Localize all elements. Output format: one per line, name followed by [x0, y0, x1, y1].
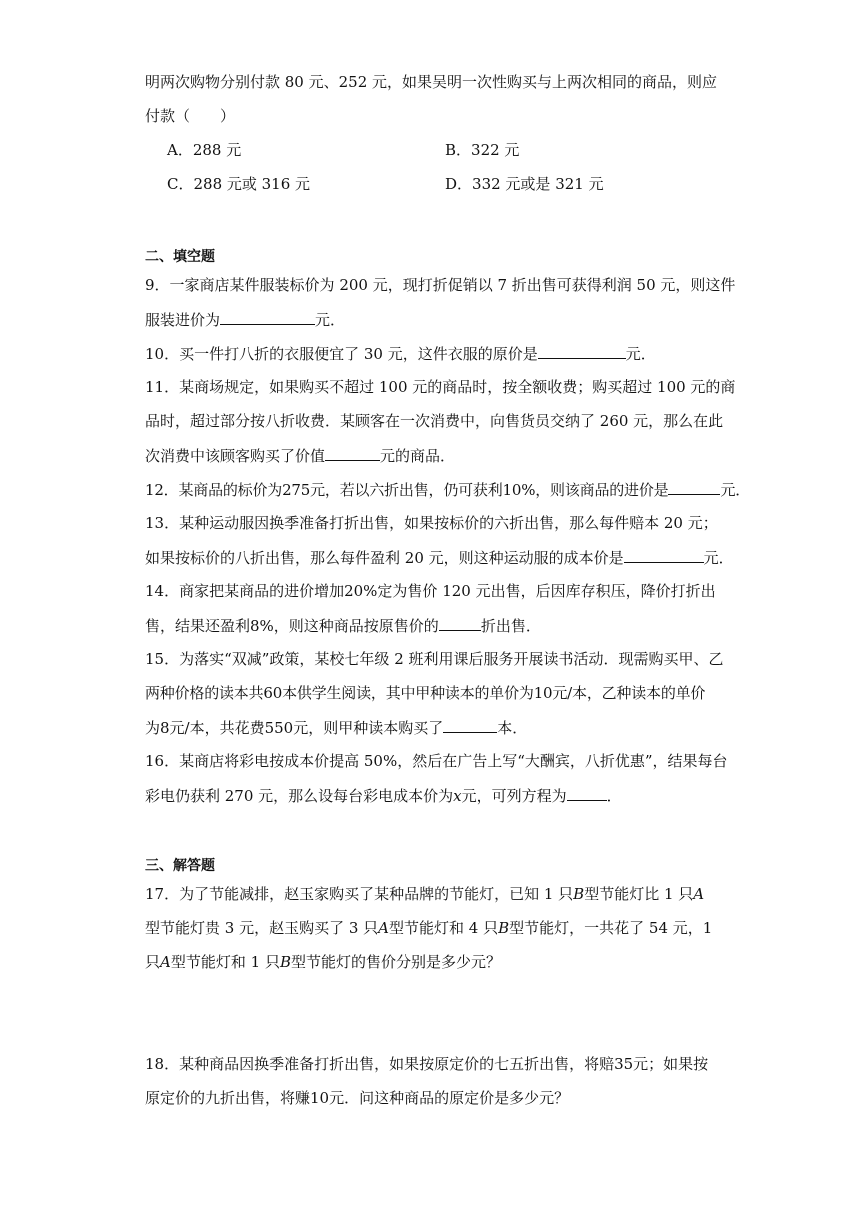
q17-line-3 [145, 952, 501, 972]
q15-line-1: 15．为落实“双减”政策，某校七年级 2 班利用课后服务开展读书活动．现需购买甲、乙 [145, 650, 724, 668]
q8-option-b: B．322 元 [445, 141, 520, 159]
q12-text-after-blank: 元． [720, 481, 751, 499]
q10-text-before-blank: 10．买一件打八折的衣服便宜了 30 元，这件衣服的原价是 [145, 345, 538, 363]
q13-line-1: 13．某种运动服因换季准备打折出售，如果按标价的六折出售，那么每件赔本 20 元； [145, 514, 718, 532]
q17-text: 17．为了节能减排，赵玉家购买了某种品牌的节能灯，已知 1 只 [145, 885, 574, 903]
q13-text-before-blank: 如果按标价的八折出售，那么每件盈利 20 元，则这种运动服的成本价是 [145, 549, 624, 567]
q9-answer-blank [220, 309, 315, 325]
q17-text: 型节能灯的售价分别是多少元？ [290, 953, 501, 971]
q16-text-part-2: 元，可列方程为 [461, 787, 567, 805]
q17-var-a: A [378, 919, 390, 937]
q16-answer-blank [567, 785, 607, 801]
q8-option-a: A．288 元 [167, 141, 242, 159]
q12-line [145, 479, 750, 500]
q12-text-before-blank: 12．某商品的标价为275元，若以六折出售，仍可获利10%，则该商品的进价是 [145, 481, 669, 499]
q15-text-after-blank: 本． [497, 719, 528, 737]
q17-var-b: B [279, 953, 291, 971]
q9-line-1: 9．一家商店某件服装标价为 200 元，现打折促销以 7 折出售可获得利润 50 元，则这件 [145, 276, 736, 294]
q16-variable-x: x [453, 787, 462, 805]
q14-text-after-blank: 折出售． [480, 617, 541, 635]
q18-line-2: 原定价的九折出售，将赚10元．问这种商品的原定价是多少元？ [145, 1089, 570, 1107]
q14-line-2 [145, 615, 541, 636]
q8-text-line-2: 付款（ ） [145, 107, 236, 125]
q11-text-after-blank: 元的商品． [380, 447, 456, 465]
q14-answer-blank [439, 615, 481, 631]
q13-text-after-blank: 元． [703, 549, 734, 567]
q14-line-1: 14．商家把某商品的进价增加20%定为售价 120 元出售，后因库存积压，降价打折出 [145, 582, 716, 600]
q11-line-1: 11．某商场规定，如果购买不超过 100 元的商品时，按全额收费；购买超过 100 元的商 [145, 378, 736, 396]
q12-answer-blank [668, 479, 720, 495]
q9-text-after-blank: 元． [315, 311, 346, 329]
q10-line [145, 343, 656, 364]
q17-text: 型节能灯和 1 只 [170, 953, 280, 971]
q9-text-before-blank: 服装进价为 [145, 311, 221, 329]
q11-answer-blank [325, 445, 380, 461]
q8-option-c: C．288 元或 316 元 [167, 175, 311, 193]
q10-text-after-blank: 元． [625, 345, 656, 363]
q13-answer-blank [624, 547, 704, 563]
q17-text: 型节能灯和 4 只 [389, 919, 499, 937]
section-3-heading: 三、解答题 [145, 858, 215, 874]
q17-var-a: A [160, 953, 171, 971]
section-2-heading: 二、填空题 [145, 249, 215, 265]
q8-option-d: D．332 元或是 321 元 [445, 175, 604, 193]
q15-answer-blank [443, 717, 497, 733]
q16-line-1: 16．某商店将彩电按成本价提高 50%，然后在广告上写“大酬宾，八折优惠”，结果每台 [145, 752, 728, 770]
q11-line-2: 品时，超过部分按八折收费．某顾客在一次消费中，向售货员交纳了 260 元，那么在此 [145, 412, 724, 430]
q14-text-before-blank: 售，结果还盈利8%，则这种商品按原售价的 [145, 617, 439, 635]
q17-text: 型节能灯贵 3 元，赵玉购买了 3 只 [145, 919, 379, 937]
q13-line-2 [145, 547, 734, 568]
q15-text-before-blank: 为8元/本，共花费550元，则甲种读本购买了 [145, 719, 444, 737]
q8-text-line-1: 明两次购物分别付款 80 元、252 元，如果吴明一次性购买与上两次相同的商品，则应 [145, 73, 718, 91]
q17-text: 型节能灯，一共花了 54 元，1 [509, 919, 713, 937]
q10-answer-blank [538, 343, 626, 359]
q17-var-a: A [693, 885, 705, 903]
q17-var-b: B [498, 919, 510, 937]
q15-line-2: 两种价格的读本共60本供学生阅读，其中甲种读本的单价为10元/本，乙种读本的单价 [145, 684, 706, 702]
q9-line-2 [145, 309, 345, 330]
q18-line-1: 18．某种商品因换季准备打折出售，如果按原定价的七五折出售，将赔35元；如果按 [145, 1055, 709, 1073]
q17-text: 型节能灯比 1 只 [584, 885, 694, 903]
q17-var-b: B [573, 885, 585, 903]
q11-line-3 [145, 445, 455, 466]
q17-line-1 [145, 884, 704, 904]
q16-line-2 [145, 785, 622, 806]
q17-line-2 [145, 918, 712, 938]
q16-text-part-3: ． [606, 787, 622, 805]
q17-text: 只 [145, 953, 161, 971]
q16-text-part-1: 彩电仍获利 270 元，那么设每台彩电成本价为 [145, 787, 454, 805]
q11-text-before-blank: 次消费中该顾客购买了价值 [145, 447, 326, 465]
q15-line-3 [145, 717, 527, 738]
